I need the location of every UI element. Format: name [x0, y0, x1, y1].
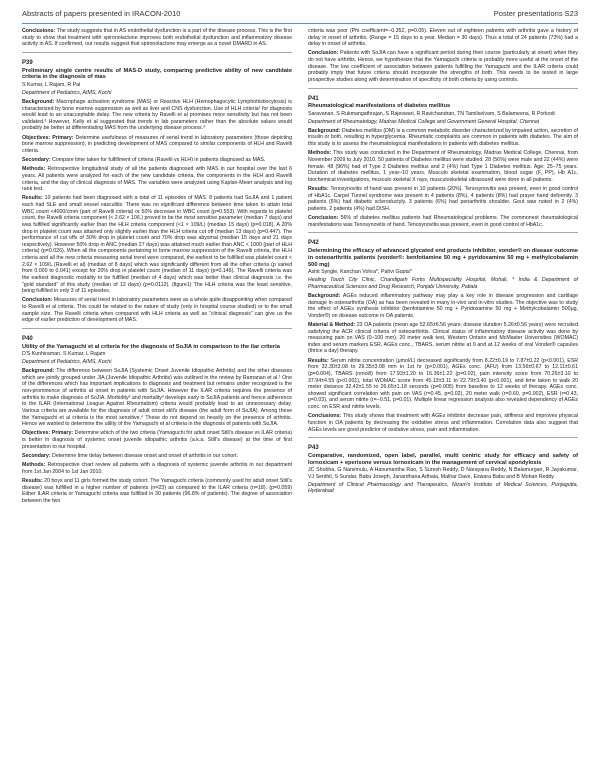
abstract-paragraph [308, 150, 578, 183]
paragraph-label: Results: [308, 357, 329, 364]
paragraph-label: Secondary: [22, 157, 51, 164]
abstract-title: Rheumatological manifestations of diabetes mellitus [308, 103, 451, 110]
abstract-separator [308, 232, 578, 233]
abstract-code: P40 [22, 335, 33, 342]
paragraph-label: Conclusion: [308, 50, 339, 57]
abstract-paragraph [308, 128, 578, 148]
paragraph-label: Background: [22, 98, 55, 105]
abstract-code: P43 [308, 445, 319, 452]
paragraph-text: Macrophage activation syndrome (MAS) or Reactive HLH (Hemophagocytic Lymphohistiocytosis) is characterized by bone marrow suppression as well as liver and CNS dysfunction. Use of HLH criteria¹ for diagnosis would lead to an unacceptable delay. The new criteria by Ravelli et al promises more sensitivity but has not been validated.² However, Kelly et al suggested that trends in lab parameters rather than the absolute values would probably be better at differentiating MAS from the underlying disease process.³ [22, 98, 292, 132]
abstract-paragraph [22, 99, 292, 132]
abstract-p43 [308, 437, 578, 495]
paragraph-label: Objectives: Primary: [22, 134, 74, 141]
abstract-code: P39 [22, 59, 33, 66]
abstract-paragraph [308, 50, 578, 83]
paragraph-text: criteria was poor (Phi coefficient=−0.352, p=0.05). Eleven out of eighteen patients with arthritis gave a history of delay in onset of arthritis. (Range = 15 days to a year. Median = 30 days). Thus a total of 24 patients (73%) had a delay in onset of arthritis. [308, 28, 578, 48]
paragraph-text: This study shows that treatment with AGEs inhibitor decrease pain, stiffness and improves physical function in OA patients by decreasing the oxidative stress and inflammation. Correlation data also suggest that AGEs levels are good predictor of oxidative stress, pain and inflammation. [308, 413, 578, 433]
abstract-title: Preliminary single centre results of MAS-D study, comparing predictive ability of new candidate criteria in the diagnosis of mas [22, 67, 292, 81]
abstract-authors: S Kumar, L Rajam, R Pai [22, 82, 81, 89]
abstract-paragraph [22, 368, 292, 428]
paragraph-label: Conclusions: [308, 413, 342, 420]
paragraph-label: Background: [22, 368, 55, 375]
abstract-affiliation: Department of Pediatrics, AIMS, Kochi [22, 358, 112, 365]
page-header [22, 9, 578, 21]
paragraph-label: Methods: [22, 462, 46, 469]
paragraph-label: Results: [22, 195, 43, 202]
abstract-paragraph [22, 297, 292, 324]
paragraph-text: 23 OA patients (mean age 52.65±6.56 years; disease duration 5.26±0.56 years) were recruited satisfying the ACR clinical criteria of osteoarthritis. Clinical status of inflammatory disease activity was done by measuring pain on VAS (0–100 mm), 20 meter walk test, Western Ontario and McMaster Universities (WOMAC) index and serum markers ESR, AGEs conc., TBARS, serum nitrite at 0 and at 12 weeks of oral Vonder® capsules (thrice a day) therapy. [308, 321, 579, 355]
abstract-p41 [308, 88, 578, 229]
paragraph-text: Tenosynovitis of hand was present in 10 patients (20%). Tenosynovitis was present, even in good control of HbA1c. Carpel Tunnel syndrome was present in 4 patients (8%), 4 patients (8%) had prayer hand deformity. 3 patients (6%) had diabetic scleroductyly. 3 patients (6%) had periarthritis shoulder. Gout was noted in 2 (4%) patients. 2 patients (4%) had DISH. [308, 186, 578, 212]
abstract-code: P42 [308, 240, 319, 247]
abstract-paragraph [22, 478, 292, 505]
paragraph-text: Serum nitrite concentration (μmol/L) decreased significantly from 8.22±0.19 to 7.87±0.22 (p<0.001), ESR from 32.30±3.08 to 29.35±3.08 mm in 1st hr (p<0.001), AGEs conc. (AFU) from 13.56±0.67 to 12.11±0.61 (p=0.004), TBARS (nmol/l) from 17.93±1.20 to 16.36±1.22 (p=0.02), pain intensity score from 70.26±3.10 to 37.94±4.55 (p<0.001), total WOMAC score from 45.13±3.11 to 22.79±3.40 (p<0.001), and time taken to walk 20 meter distance 32.42±1.55 to 26.65±1.18 seconds (p=0.005) from baseline to 12 weeks of therapy. AGEs conc. showed significant correlation with pain on VAS (r=0.45, p=0.02), 20 meter walk (r=0.60, p=0.002), ESR (r=0.43, p=0.03), and serum nitrite (r=−0.51, p=0.01). Multiple linear regression analysis also revealed dependency of AGEs conc. on ESR and nitrite levels. [308, 357, 578, 411]
abstract-authors: Saravanan, S Rukmangathrajan, S Rajeswari, R Ravichandran, TN Tamilselvam, S Balameena, R Porkodi [308, 111, 555, 118]
paragraph-label: Results: [22, 477, 43, 484]
paragraph-label: Background: [308, 127, 341, 134]
abstract-paragraph [22, 135, 292, 155]
abstract-paragraph [308, 215, 578, 228]
paragraph-label: Conclusion: [22, 297, 53, 304]
journal-header-left: Abstracts of papers presented in IRACON-2010 [22, 9, 181, 18]
abstract-separator [22, 328, 292, 329]
abstract-c0 [22, 28, 292, 48]
abstract-paragraph [308, 28, 578, 48]
paragraph-label: Results: [308, 186, 329, 193]
paragraph-text: Patients with SoJIA can have a significant period during their course (particularly at onset) when they do not have arthritis. Hence, we hypothesize that the Yamaguchi criteria is probably more useful at the onset of the disease. The low coefficient of association between patients fulfilling the Yamaguchi and the ILAR criteria could probably imply that future criteria should incorporate the strengths of both. This needs to be tested in large prospective studies along with determination of specificity of both criteria by using controls. [308, 50, 578, 83]
header-rule [22, 23, 578, 24]
paragraph-label: Methods: [308, 150, 332, 157]
abstract-paragraph [22, 462, 292, 475]
paragraph-label: Objectives: Primary: [22, 430, 74, 437]
abstract-paragraph [22, 195, 292, 294]
paragraph-text: The study suggests that in AS endothelial dysfunction is a part of the disease process. This is the first study to show that treatment with spironolactone improves both endothelial dysfunction and inflammatory disease activity in AS. If confirmed, our results suggest that spironolactone may emerge as a novel DMARD in AS. [22, 28, 292, 48]
paragraph-text: 56% of diabetes mellitus patients had Rheumatological problems. The commonest rheumatological manifestations was Tenosynovitis of hand. Tenosynovitis was present, even in good control of HbA1c. [308, 215, 578, 228]
abstract-affiliation: Healing Touch City Clinic, Chandigarh Fortis Multispeciality Hospital, Mohali, * India & Department of Pharmaceutical Sciences and Drug Research, Punjabi University, Patiala [308, 277, 578, 290]
abstract-separator [308, 437, 578, 438]
abstract-paragraph [308, 322, 578, 355]
journal-header-right: Poster presentations S23 [493, 9, 578, 18]
abstract-authors: JC Shobha, G Narsimulu, A Hanumantha Rao, S Suresh Reddy, D Narayana Reddy, N Balamurgan, R Jayakumar, VJ Senthil, S Sundar, Babu Joseph, Janardhana Adhala, Malhar Dave, Eswara Babu and B Mohan Reddy [308, 467, 578, 480]
abstract-authors: D'S Kunhiraman, S Kumar, L Rajam [22, 351, 106, 358]
abstract-paragraph [22, 166, 292, 193]
paragraph-text: Retrospective longitudinal study of all the patients diagnosed with MAS in our hospital over the last 6 years. All patients were analyzed for each of the new candidate criteria, the components in the HLH and Ravelli criteria, and the day of clinical diagnosis of MAS. The variables were analyzed using Kaplan-Meier analysis and log rank test. [22, 166, 292, 193]
abstract-affiliation: Department of Clinical Pharmacology and Therapeutics, Nizam's Institute of Medical Sciences, Punjagutta, Hyderabad [308, 481, 578, 495]
abstract-paragraph [22, 430, 292, 450]
abstract-authors: Ashit Syngle, Kanchan Vohra*, Pahvi Gupta* [308, 269, 412, 276]
abstract-paragraph [308, 293, 578, 320]
abstract-p39 [22, 52, 292, 324]
abstract-paragraph [22, 28, 292, 48]
abstract-code: P41 [308, 95, 319, 102]
abstract-title: Determining the efficacy of advanced glycated end products inhibitor, vonder® on disease outcome in osteoarthritis patients (vonder®: benfotiamine 50 mg + pyridoxamine 50 mg + methylcobalamin 500 mg) [308, 248, 578, 268]
abstract-p40 [22, 328, 292, 505]
paragraph-text: Retrospective chart review all patients with a diagnosis of systemic juvenile arthritis in our department from 1st Jan 2004 to 1st Jan 2010. [22, 462, 292, 475]
paragraph-label: Secondary: [22, 452, 51, 459]
abstract-paragraph [308, 358, 578, 411]
right-column [308, 28, 578, 497]
paragraph-label: Background: [308, 292, 341, 299]
paragraph-text: This study was conducted in the Department of Rheumatology, Madras Medical College, Chennai, from November 2009 to July 2010. 50 patients of Diabetes mellitus were studied. 28 (56%) were male and 22 (44%) were female. 48 (96%) had of Type 2 Diabetes mellitus and 2 (4%) had Type 1 Diabetes mellitus. Age: 25–75 years. Duration of diabetes mellitus, 1 year–10 years. Musculo skeletal examination, blood sugar (F, PP), Hb A1c, biochemical investigations, musculo skeletal X rays, musculoskeletal ultrasound were done in all patients. [308, 150, 578, 183]
paragraph-text: Measures of serial trend in laboratory parameters were as a whole quite disappointing when compared to Ravelli et al criteria. This could be related to the nature of study (only in hospital course studied) or to the small sample size. The Ravelli criteria when compared with HLH criteria as well as “clinical diagnosis” can give us the edge of earlier prediction of development of MAS. [22, 297, 292, 324]
paragraph-label: Methods: [22, 166, 46, 173]
paragraph-text: 20 boys and 11 girls formed the study cohort. The Yamaguchi criteria (commonly used for adult onset Still's disease) was fulfilled in a higher number of patients (n=23) as compared to the ILAR criteria (n=18). (p=0.059) Either ILAR criteria or Yamaguchi criteria was fulfilled in 30 patients (96.8% of patients). The degree of association between the two [22, 477, 292, 504]
paragraph-label: Material & Method: [308, 321, 356, 328]
paragraph-text: Compare time taken for fulfillment of criteria (Ravelli vs HLH) in patients diagnosed as MAS. [50, 157, 266, 164]
paragraph-label: Conclusion: [308, 215, 339, 222]
abstract-title: Comparative, randomized, open label, parallel, multi centric study for efficacy and safety of lornoxicam + eperisone versus lornoxicam in the management of cervical spondylosis [308, 452, 578, 466]
left-column [22, 28, 292, 507]
paragraph-text: Determine which of the two criteria (Yamaguchi for adult onset Still's disease vs ILAR criteria) is better in diagnosis of systemic onset juvenile idiopathic arthritis (a.k.a. Still's disease) at the time of first presentation to our hospital. [22, 430, 292, 450]
paragraph-text: Determine usefulness of measures of serial trend in laboratory parameters (those depicting bone marrow suppression), in predicting development of MAS compared to similar components of HLH and Ravelli criteria. [22, 134, 292, 154]
paragraph-text: AGEs induced inflammatory pathway may play a key role in disease progression and cartilage damage in osteoarthritis (OA) as has been revealed in many in-vivo and in-vitro studies. The objective was to study the effect of AGEs synthesis inhibitor (benfotiamine 50 mg + Pyridoxamine 50 mg + Methylcobalamin 500μg, Vonder®) on disease outcome in OA patients. [308, 292, 578, 319]
abstract-paragraph [22, 157, 292, 164]
abstract-paragraph [22, 453, 292, 460]
paragraph-text: Determine time delay between disease onset and onset of arthritis in our cohort. [50, 452, 238, 459]
paragraph-text: Diabetes mellitus (DM) is a common metabolic disorder characterized by impaired action, secretion of insulin or both, resulting in hyperglycemia. Rheumatic complaints are common in patients with diabetes. The aim of this study is to assess the rheumatological manifestations in patients with diabetes mellitus. [308, 127, 578, 148]
paragraph-text: The difference between SoJIA (Systemic Onset Juvenile Idiopathic Arthritis) and the other diseases which are jointly grouped under JIA (Juvenile Idiopathic Arthritis) was outlined in the review by Ramanan et al.¹ One of the differences which has important implications to diagnosis and treatment but remains under recognized is the non-prominence of arthritis at onset in patients with SoJIA. However the ILAR criteria requires the presence of arthritis to make diagnosis of SoJIA. Morbidity² and mortality³ develops early in SoJIA patients and hence adherence to the ILAR (International League Against Rheumatism) criteria would probably lead to an unnecessary delay. Various criteria are available for the diagnosis of adult onset still's disease (the adult form of SoJIA). Among these the Yamaguchi et al criteria is the most sensitive.⁴ These do not depend so heavily on the presence of arthritis. Hence we wanted to determine the utility of the Yamaguchi et al criteria in the diagnosis of patients with SoJIA. [22, 368, 292, 428]
abstract-affiliation: Department of Rheumatology, Madras Medical College and Government General Hospital, Chennai [308, 118, 540, 125]
abstract-affiliation: Department of Pediatrics, AIMS, Kochi [22, 89, 112, 96]
abstract-title: Utility of the Yamaguchi et al criteria for the diagnosis of SoJIA in comparison to the ilar criteria [22, 343, 280, 350]
abstract-separator [22, 52, 292, 53]
abstract-separator [308, 88, 578, 89]
abstract-p42 [308, 232, 578, 433]
abstract-c1 [308, 28, 578, 84]
abstract-paragraph [308, 413, 578, 433]
abstract-paragraph [308, 186, 578, 213]
paragraph-label: Conclusions: [22, 28, 56, 34]
paragraph-text: 10 patients had been diagnosed with a total of 11 episodes of MAS. 8 patients had SoJIA and 1 patient each had SLE and small vessel vasculitis. There was no significant difference between time taken to attain total WBC count <4000/cmm (part of Ravelli criteria) or 50% decrease in WBC count (p=0.553). With regards to platelet count, the Ravelli criteria component (< 2.62 × 10/L) proved to be the most sensitive parameter (median 7 days) and was fulfilled significantly earlier than the HLH criteria component (<1 × 109/L) (median 15 days) (p=0.018). A 20% drop in platelet count was attained only slightly earlier than the HLH criteria cut off (median 13 days) (p=0.447). The performance of cut offs of 30% drop in platelet count and 70% drop was abysmal (median 15 days and 21 days respectively). However 50% drop in ANC (median 27 days) was attained much earlier than ANC < 1000 (part of HLH criteria) (p=0.026). When all the components pertaining to bone marrow suppression of the Ravelli criteria, the HLH criteria and all the new criteria measuring serial trend were compared, the earliest to be fulfilled was platelet count < 2.62 × 109/L (Ravelli et al) (median of 8 days) which was significantly different from all the other criteria (p varied from 0.000 to 0.041) except for 20% drop in platelet count (median of 11 days) (p=0.146). The Ravelli criteria was the earliest diagnostic modality to be fulfilled (median of 4 days) which was better than clinical diagnosis i.e. the “gold standard” of this study (median of 12 days) (p=0.0112). (figure1) The HLH criteria was the least sensitive, being fulfilled in only 3 of 11 episodes. [22, 195, 292, 295]
